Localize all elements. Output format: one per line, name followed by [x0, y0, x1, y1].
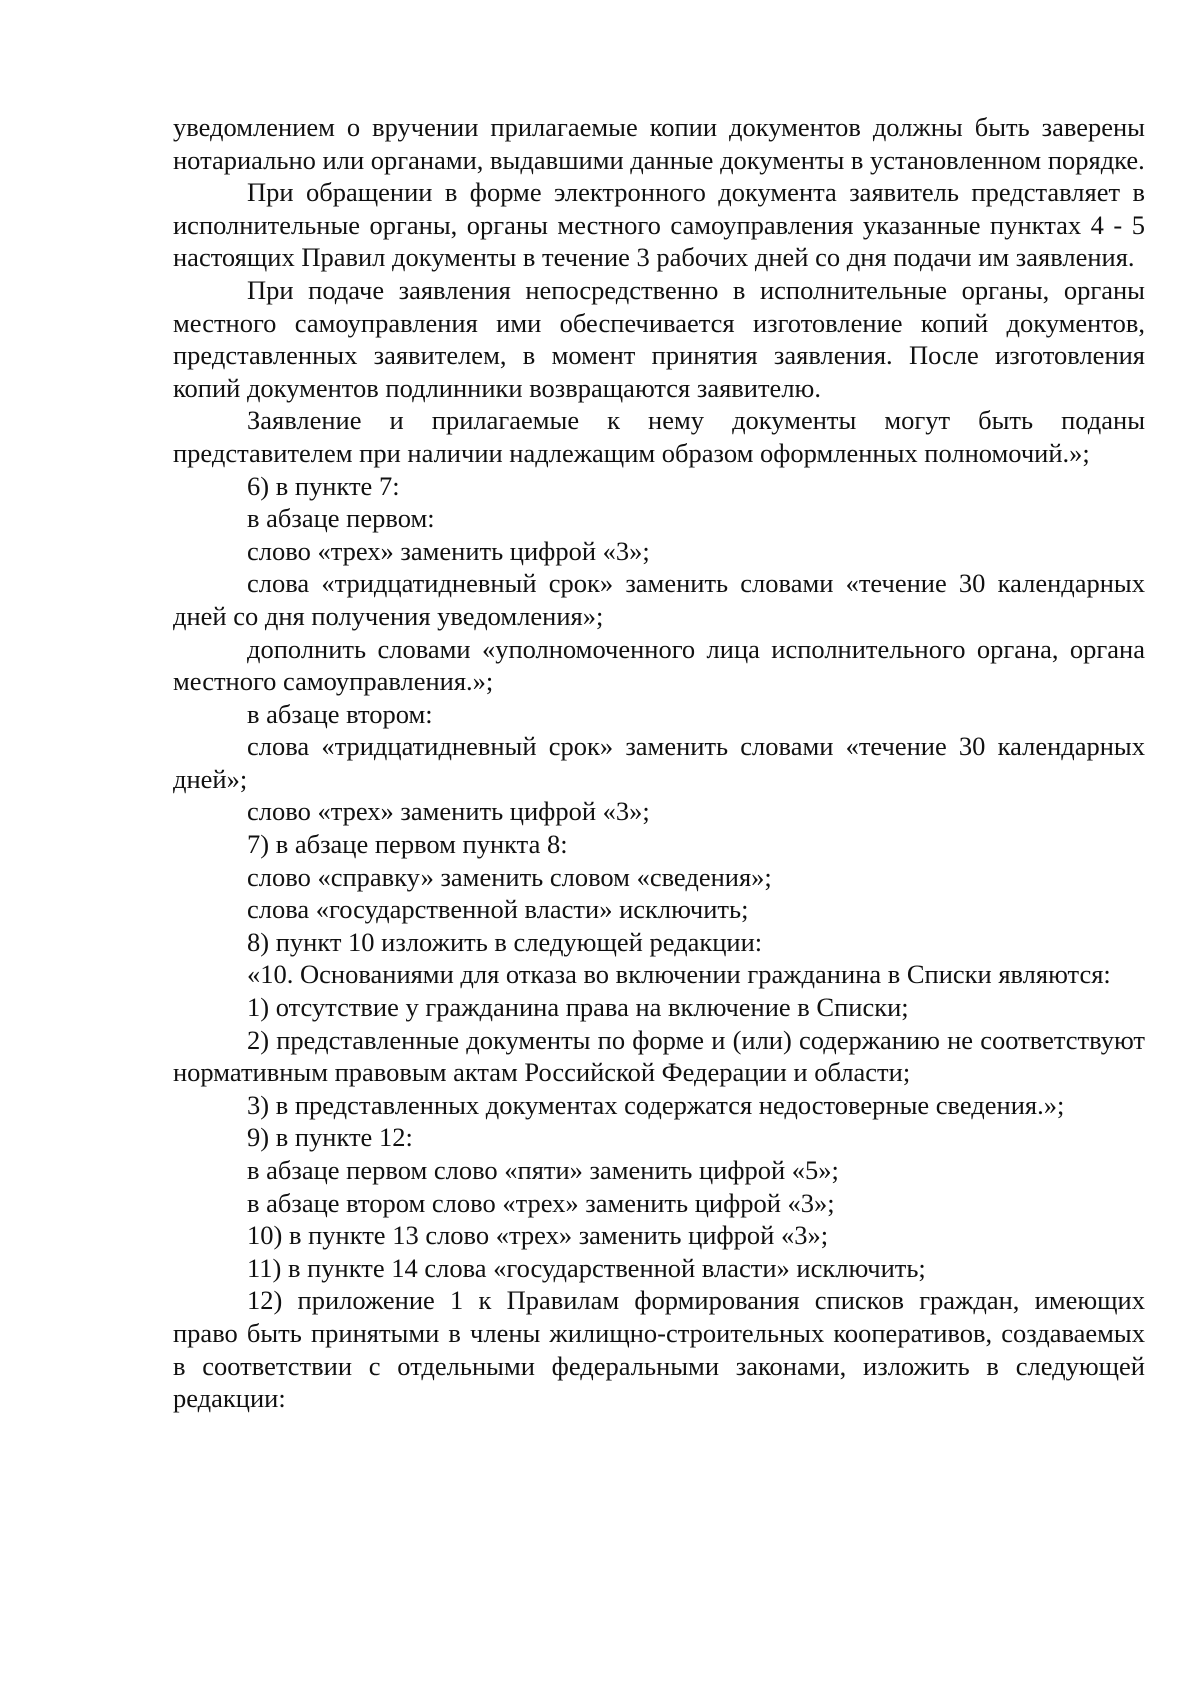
paragraph-7: слово «трех» заменить цифрой «3»;: [247, 535, 650, 566]
paragraph-15: слова «государственной власти» исключить;: [247, 894, 749, 925]
paragraph-3: При подаче заявления непосредственно в исполнительные органы, органы местного самоуправления ими обеспечивается изготовление копий документов, представленных заявителем, в момент принятия заявления. После изготовления копий документов подлинники возвращаются заявителю.: [173, 274, 1145, 403]
paragraph-2: При обращении в форме электронного документа заявитель представляет в исполнительные органы, органы местного самоуправления указанные пунктах 4 - 5 настоящих Правил документы в течение 3 рабочих дней со дня подачи им заявления.: [173, 177, 1145, 273]
paragraph-5: 6) в пункте 7:: [247, 470, 400, 501]
paragraph-26: 12) приложение 1 к Правилам формирования списков граждан, имеющих право быть принятыми в члены жилищно-строительных кооперативов, создаваемых в соответствии с отдельными федеральными законами, изложить в следующей редакции:: [173, 1285, 1145, 1414]
paragraph-22: в абзаце первом слово «пяти» заменить цифрой «5»;: [247, 1155, 839, 1185]
paragraph-4: Заявление и прилагаемые к нему документы могут быть поданы представителем при наличии надлежащим образом оформленных полномочий.»;: [173, 405, 1145, 468]
paragraph-24: 10) в пункте 13 слово «трех» заменить цифрой «3»;: [247, 1220, 829, 1251]
paragraph-17: «10. Основаниями для отказа во включении гражданина в Списки являются:: [247, 959, 1111, 990]
paragraph-18: 1) отсутствие у гражданина права на включение в Списки;: [247, 992, 909, 1023]
paragraph-23: в абзаце втором слово «трех» заменить цифрой «3»;: [247, 1187, 835, 1218]
paragraph-12: слово «трех» заменить цифрой «3»;: [247, 796, 650, 827]
paragraph-1: уведомлением о вручении прилагаемые копии документов должны быть заверены нотариально или органами, выдавшими данные документы в установленном порядке.: [173, 112, 1145, 175]
paragraph-20: 3) в представленных документах содержатся недостоверные сведения.»;: [247, 1089, 1065, 1120]
paragraph-6: в абзаце первом:: [247, 503, 435, 534]
document-page: [173, 111, 1145, 1415]
paragraph-19: 2) представленные документы по форме и (или) содержанию не соответствуют нормативным правовым актам Российской Федерации и области;: [173, 1024, 1145, 1088]
paragraph-13: 7) в абзаце первом пункта 8:: [247, 829, 568, 860]
paragraph-14: слово «справку» заменить словом «сведения»;: [247, 861, 772, 892]
paragraph-9: дополнить словами «уполномоченного лица исполнительного органа, органа местного самоуправления.»;: [173, 633, 1145, 697]
paragraph-11: слова «тридцатидневный срок» заменить словами «течение 30 календарных дней»;: [173, 731, 1145, 794]
paragraph-25: 11) в пункте 14 слова «государственной власти» исключить;: [247, 1252, 926, 1283]
paragraph-10: в абзаце втором:: [247, 698, 433, 729]
paragraph-21: 9) в пункте 12:: [247, 1122, 413, 1153]
paragraph-8: слова «тридцатидневный срок» заменить словами «течение 30 календарных дней со дня получения уведомления»;: [173, 568, 1145, 631]
paragraph-16: 8) пункт 10 изложить в следующей редакции:: [247, 926, 763, 957]
